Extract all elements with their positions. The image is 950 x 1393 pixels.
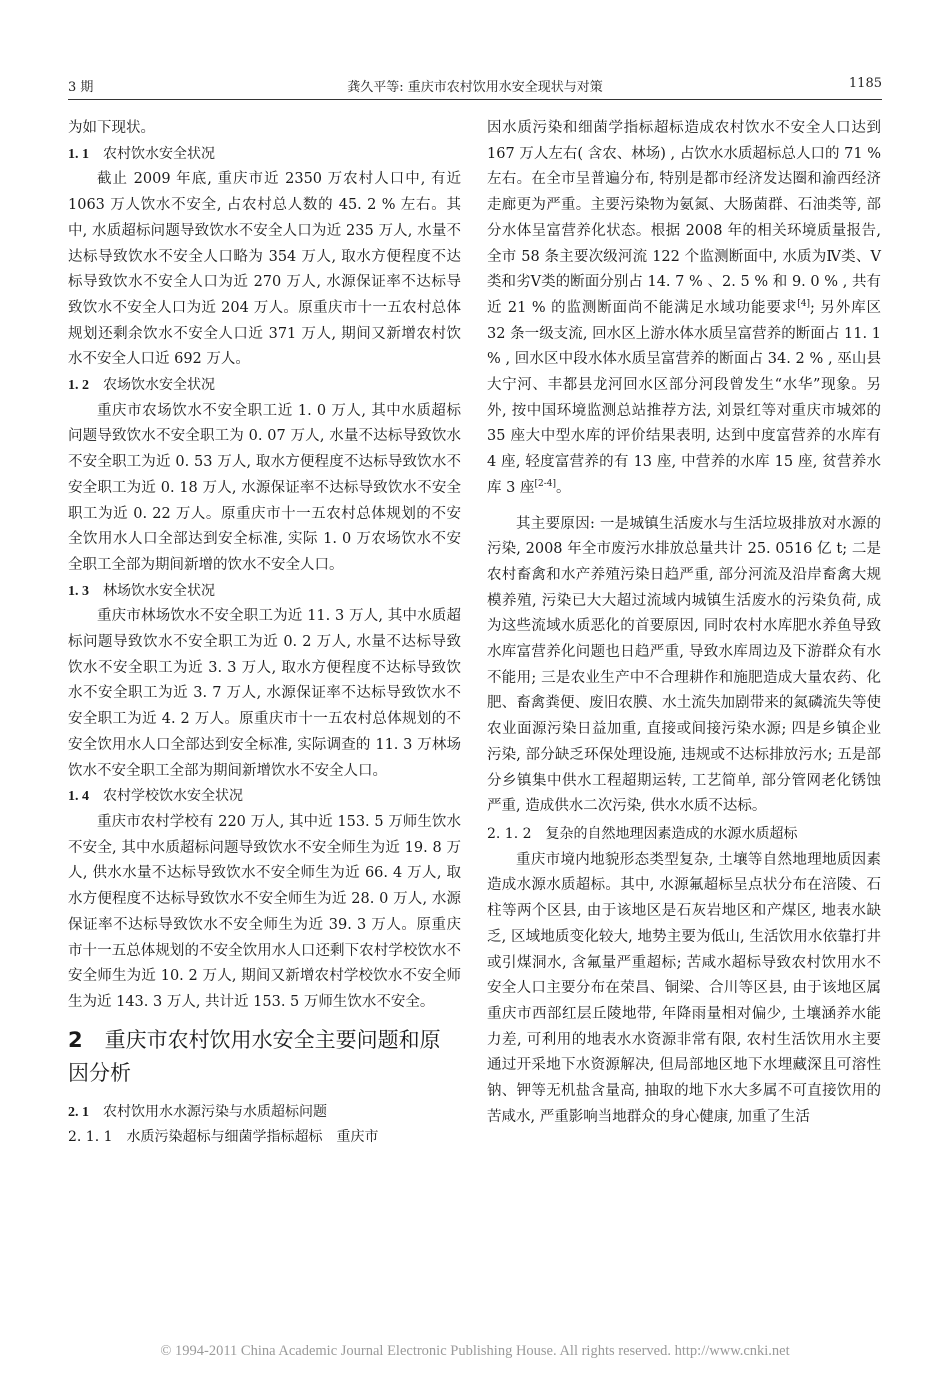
section-1-1-heading xyxy=(68,142,461,168)
section-1-2-paragraph: 重庆市农场饮水不安全职工近 1. 0 万人, 其中水质超标问题导致饮水不安全职工为 0. 07 万人, 水量不达标导致饮水不安全职工为近 0. 53 万人, 取水方便程度不达标导致饮水不安全职工为近 0. 18 万人, 水源保证率不达标导致饮水不安全职工为近 0. 22 万人。原重庆市十一五农村总体规划的不安全饮用水人口全部达到安全标准, 实际 1. 0 万农场饮水不安全职工全部为期间新增的饮水不安全人口。 xyxy=(68,402,461,573)
section-title: 农村饮水安全状况 xyxy=(103,145,215,162)
section-title: 重庆市农村饮用水安全主要问题和原因分析 xyxy=(68,1027,441,1085)
intro-line: 为如下现状。 xyxy=(68,120,155,136)
section-number: 2. 1. 2 xyxy=(487,825,532,842)
section-title: 复杂的自然地理因素造成的水源水质超标 xyxy=(545,825,798,842)
right-column xyxy=(487,116,881,1130)
section-1-2-heading xyxy=(68,373,461,399)
paragraph-text: ; 另外库区 32 条一级支流, 回水区上游水体水质呈富营养的断面占 11. 1 % , 回水区中段水体水质呈富营养的断面占 34. 2 % , 巫山县大宁河、丰都县龙河回水区部分河段曾发生“水华”现象。另外, 按中国环境监测总站推荐方法, 刘景红等对重庆市城郊的 35 座大中型水库的评价结果表明, 达到中度富营养的水库有 4 座, 轻度富营养的有 13 座, 中营养的水库 15 座, 贫营养水库 3 座 xyxy=(487,299,881,496)
causes-paragraph: 其主要原因: 一是城镇生活废水与生活垃圾排放对水源的污染, 2008 年全市废污水排放总量共计 25. 0516 亿 t; 二是农村畜禽和水产养殖污染日趋严重, 部分河流及沿岸畜禽大规模养殖, 污染已大大超过流域内城镇生活废水的污染负荷, 成为这些流域水质恶化的首要原因, 同时农村水库肥水养鱼导致水库富营养化问题也日趋严重, 导致水库周边及下游群众有水不能用; 三是农业生产中不合理耕作和施肥造成大量农药、化肥、畜禽粪便、废旧农膜、水土流失加剧带来的氮磷流失等使农业面源污染日益加重, 直接或间接污染水源; 四是乡镇企业污染, 部分缺乏环保处理设施, 违规或不达标排放污水; 五是部分乡镇集中供水工程超期运转, 工艺简单, 部分管网老化锈蚀严重, 造成供水二次污染, 供水水质不达标。 xyxy=(487,515,881,815)
citation-ref: [2-4] xyxy=(534,479,556,490)
continued-paragraph xyxy=(487,116,881,502)
section-title: 水质污染超标与细菌学指标超标 xyxy=(126,1129,323,1146)
citation-ref: [4] xyxy=(797,299,810,310)
section-1-1-paragraph: 截止 2009 年底, 重庆市近 2350 万农村人口中, 有近 1063 万人饮水不安全, 占农村总人数的 45. 2 % 左右。其中, 水质超标问题导致饮水不安全人口为近 235 万人, 水量不达标导致饮水不安全人口略为 354 万人, 取水方便程度不达标导致饮水不安全人口为近 270 万人, 水源保证率不达标导致饮水不安全人口为近 204 万人。原重庆市十一五农村总体规划还剩余饮水不安全人口近 371 万人, 期间又新增农村饮水不安全人口近 692 万人。 xyxy=(68,171,461,368)
section-number: 1. 4 xyxy=(68,789,89,805)
section-2-1-1-heading xyxy=(68,1125,461,1151)
page-number: 1185 xyxy=(848,76,882,91)
section-2-heading xyxy=(68,1024,461,1090)
section-2-1-2-heading xyxy=(487,822,881,848)
left-column xyxy=(68,116,461,1151)
running-header xyxy=(68,76,882,98)
section-1-3-heading xyxy=(68,579,461,605)
section-number: 2. 1. 1 xyxy=(68,1129,113,1146)
section-number: 1. 2 xyxy=(68,378,89,394)
section-1-4-paragraph: 重庆市农村学校有 220 万人, 其中近 153. 5 万师生饮水不安全, 其中水质超标问题导致饮水不安全师生为近 19. 8 万人, 供水水量不达标导致饮水不安全师生为近 66. 4 万人, 取水方便程度不达标导致饮水不安全师生为近 28. 0 万人, 水源保证率不达标导致饮水不安全师生为近 39. 3 万人。原重庆市十一五总体规划的不安全饮用水人口还剩下农村学校饮水不安全师生为近 10. 2 万人, 期间又新增农村学校饮水不安全师生为近 143. 3 万人, 共计近 153. 5 万师生饮水不安全。 xyxy=(68,813,461,1010)
copyright-footer: © 1994-2011 China Academic Journal Electronic Publishing House. All rights reserved. http://www.cnki.net xyxy=(160,1343,790,1359)
section-title: 农场饮水安全状况 xyxy=(103,377,215,394)
section-title: 农村饮用水水源污染与水质超标问题 xyxy=(103,1103,327,1120)
paragraph-text: 。 xyxy=(555,479,571,496)
section-2-1-heading xyxy=(68,1100,461,1126)
section-title: 林场饮水安全状况 xyxy=(103,582,215,599)
section-1-4-heading xyxy=(68,784,461,810)
issue-label: 3 期 xyxy=(68,80,94,95)
section-number: 1. 1 xyxy=(68,146,89,162)
header-rule xyxy=(68,99,882,100)
section-lead-text: 重庆市 xyxy=(336,1129,379,1146)
paragraph-text: 因水质污染和细菌学指标超标造成农村饮水不安全人口达到 167 万人左右( 含农、林场) , 占饮水水质超标总人口的 71 % 左右。在全市呈普遍分布, 特别是都市经济发达圈和渝西经济走廊更为严重。主要污染物为氨氮、大肠菌群、石油类等, 部分水体呈富营养化状态。根据 2008 年的相关环境质量报告, 全市 58 条主要次级河流 122 个监测断面中, 水质为Ⅳ类、Ⅴ类和劣Ⅴ类的断面分别占 14. 7 % 、2. 5 % 和 9. 0 % , 共有近 21 % 的监测断面尚不能满足水域功能要求 xyxy=(487,120,881,316)
section-number: 2 xyxy=(68,1027,83,1052)
geography-paragraph: 重庆市境内地貌形态类型复杂, 土壤等自然地理地质因素造成水源水质超标。其中, 水源氟超标呈点状分布在涪陵、石柱等两个区县, 由于该地区是石灰岩地区和产煤区, 地表水缺乏, 区域地质变化较大, 地势主要为低山, 生活饮用水依靠打井或引煤洞水, 含氟量严重超标; 苦咸水超标导致农村饮用水不安全人口主要分布在荣昌、铜梁、合川等区县, 由于该地区属重庆市西部红层丘陵地带, 年降雨量相对偏少, 土壤涵养水能力差, 可利用的地表水水资源非常有限, 农村生活饮用水主要通过开采地下水资源解决, 但局部地区地下水埋藏深且可溶性钠、钾等无机盐含量高, 抽取的地下水大多属不可直接饮用的苦咸水, 严重影响当地群众的身心健康, 加重了生活 xyxy=(487,851,881,1125)
section-title: 农村学校饮水安全状况 xyxy=(103,788,243,805)
running-title: 龚久平等: 重庆市农村饮用水安全现状与对策 xyxy=(347,80,603,95)
section-number: 2. 1 xyxy=(68,1104,89,1120)
section-1-3-paragraph: 重庆市林场饮水不安全职工为近 11. 3 万人, 其中水质超标问题导致饮水不安全职工为近 0. 2 万人, 水量不达标导致饮水不安全职工为近 3. 3 万人, 取水方便程度不达标导致饮水不安全职工为近 3. 7 万人, 水源保证率不达标导致饮水不安全职工为近 4. 2 万人。原重庆市十一五农村总体规划的不安全饮用水人口全部达到安全标准, 实际调查的 11. 3 万林场饮水不安全职工全部为期间新增饮水不安全人口。 xyxy=(68,608,461,779)
section-number: 1. 3 xyxy=(68,583,89,599)
